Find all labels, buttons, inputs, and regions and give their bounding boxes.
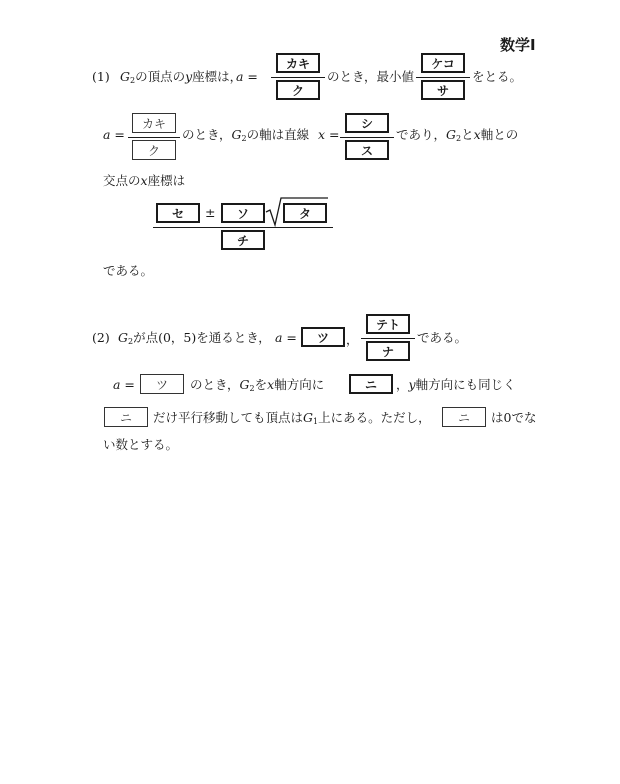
- g2-label: G: [120, 69, 130, 84]
- fraction-bar: [361, 338, 415, 339]
- answer-box-so[interactable]: ソ: [221, 203, 265, 223]
- text: 座標は，: [192, 69, 243, 84]
- answer-box-teto[interactable]: テト: [366, 314, 410, 334]
- g2-label: G: [239, 377, 250, 392]
- text: を: [254, 377, 268, 392]
- answer-box-kaki[interactable]: カキ: [276, 53, 320, 73]
- g2-subscript: 2: [456, 134, 462, 143]
- text-takes: をとる。: [472, 69, 523, 84]
- a-equals: a =: [103, 127, 125, 142]
- text: だけ平行移動しても頂点は: [153, 410, 304, 425]
- answer-box-chi[interactable]: チ: [221, 230, 265, 250]
- answer-box-se[interactable]: セ: [156, 203, 200, 223]
- text: のとき，: [182, 127, 232, 142]
- question-2-line-1-text: [118, 330, 271, 350]
- g2-label: G: [118, 330, 128, 345]
- text: と: [461, 127, 474, 142]
- var-x: x: [267, 377, 275, 392]
- comma: ，: [346, 332, 359, 347]
- question-2-line-4: い数とする。: [103, 437, 179, 452]
- text: の軸は直線: [246, 127, 310, 142]
- text: 座標は: [147, 173, 186, 188]
- answer-box-sa[interactable]: サ: [421, 80, 465, 100]
- question-2-line-2-tail: [396, 377, 516, 393]
- var-y: y: [408, 377, 416, 392]
- var-x: x: [140, 173, 148, 188]
- text: 軸方向に: [274, 377, 325, 392]
- text: のとき，: [190, 377, 240, 392]
- question-1-number: (1): [92, 69, 110, 84]
- plus-minus-sign: ±: [205, 205, 216, 220]
- question-2-line-3-text: [153, 410, 431, 430]
- g2-subscript: 2: [130, 76, 136, 85]
- a-equals: a =: [275, 330, 297, 345]
- text: ，: [396, 377, 409, 392]
- text: 上にある。ただし，: [318, 410, 431, 425]
- answer-box-ni[interactable]: ニ: [349, 374, 393, 394]
- a-equals: a =: [236, 69, 258, 84]
- answer-box-shi[interactable]: シ: [345, 113, 389, 133]
- text: であり，: [396, 127, 447, 142]
- answer-box-tsu[interactable]: ツ: [301, 327, 345, 347]
- text: が点(0，5)を通るとき，: [133, 330, 271, 345]
- g2-subscript: 2: [241, 134, 247, 143]
- g2-label: G: [446, 127, 457, 142]
- answer-box-su[interactable]: ス: [345, 140, 389, 160]
- var-x: x: [473, 127, 481, 142]
- x-equals: x =: [318, 127, 340, 142]
- g2-subscript: 2: [128, 337, 134, 346]
- answer-box-ta[interactable]: タ: [283, 203, 327, 223]
- answer-box-na[interactable]: ナ: [366, 341, 410, 361]
- fraction-bar: [153, 227, 333, 228]
- question-1-line-4: である。: [103, 263, 154, 278]
- answer-box-ku[interactable]: ク: [276, 80, 320, 100]
- text: 交点の: [103, 173, 141, 188]
- g1-subscript: 1: [313, 417, 319, 426]
- answer-box-ni-ref[interactable]: ニ: [104, 407, 148, 427]
- g2-label: G: [231, 127, 242, 142]
- answer-box-keko[interactable]: ケコ: [421, 53, 465, 73]
- answer-box-ni-ref-2[interactable]: ニ: [442, 407, 486, 427]
- a-equals: a =: [113, 377, 135, 392]
- var-y: y: [185, 69, 193, 84]
- question-2-line-2-text: [190, 377, 324, 397]
- g2-subscript: 2: [249, 384, 255, 393]
- answer-box-kaki-ref[interactable]: カキ: [132, 113, 176, 133]
- text: 軸との: [480, 127, 519, 142]
- text: の頂点の: [135, 69, 186, 84]
- answer-box-ku-ref[interactable]: ク: [132, 140, 176, 160]
- page-header: 数学Ⅰ: [500, 36, 536, 54]
- text-minimum: のとき，最小値: [327, 69, 415, 84]
- text: 軸方向にも同じく: [415, 377, 516, 392]
- g1-label: G: [303, 410, 314, 425]
- question-2-line-3-tail: は0でな: [491, 410, 537, 425]
- answer-box-tsu-ref[interactable]: ツ: [140, 374, 184, 394]
- question-2-number: (2): [92, 330, 110, 345]
- text-is: である。: [417, 330, 468, 345]
